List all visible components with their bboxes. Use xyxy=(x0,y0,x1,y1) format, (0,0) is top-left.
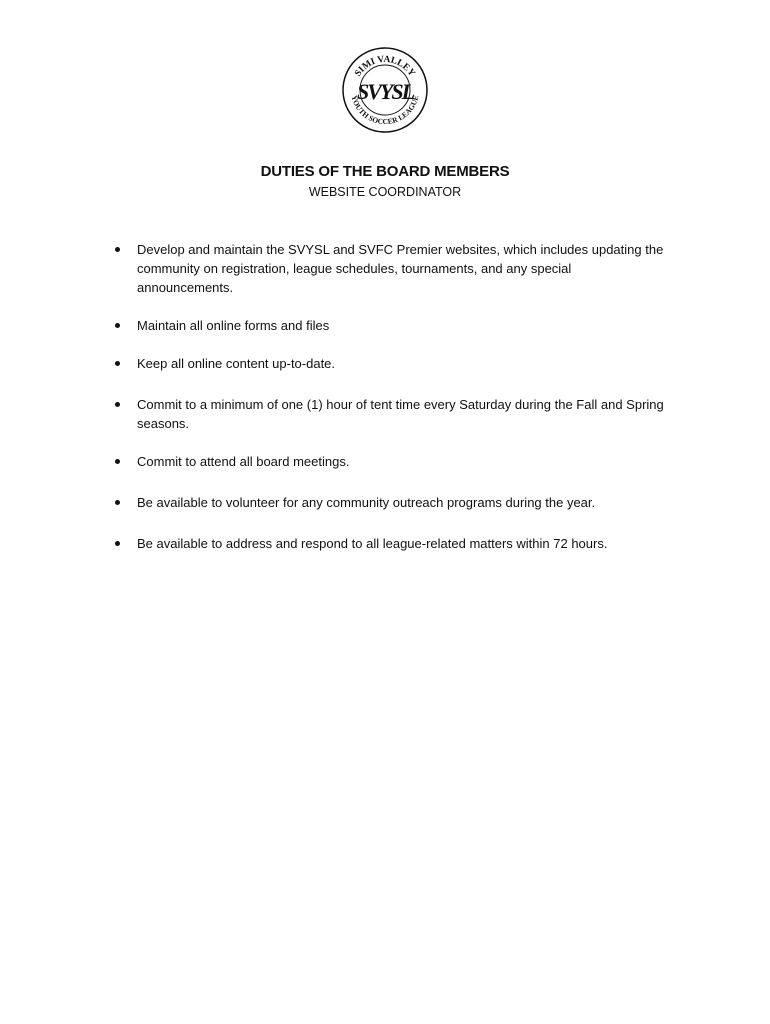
duty-text: Keep all online content up-to-date. xyxy=(137,356,336,371)
duty-text: Develop and maintain the SVYSL and SVFC Premier websites, which includes updating the community on registration, league schedules, tournaments, and any special announcements. xyxy=(137,242,664,295)
duty-text: Maintain all online forms and files xyxy=(137,318,330,333)
page-title: DUTIES OF THE BOARD MEMBERS xyxy=(260,163,510,180)
bullet-icon xyxy=(115,541,120,546)
bullet-icon xyxy=(115,361,120,366)
league-logo-graphic xyxy=(341,46,429,134)
page-subtitle: WEBSITE COORDINATOR xyxy=(308,185,462,199)
bullet-icon xyxy=(115,323,120,328)
duty-item xyxy=(110,354,670,373)
svg-text:SIMI VALLEY xyxy=(353,55,416,79)
bullet-icon xyxy=(115,247,120,252)
duty-text: Be available to address and respond to all league-related matters within 72 hours. xyxy=(137,536,608,551)
bullet-icon xyxy=(115,402,120,407)
duty-item xyxy=(110,493,670,512)
duty-item xyxy=(110,240,670,297)
bullet-icon xyxy=(115,500,120,505)
duty-text: Commit to attend all board meetings. xyxy=(137,454,350,469)
duty-text: Be available to volunteer for any community outreach programs during the year. xyxy=(137,495,596,510)
duty-item xyxy=(110,395,670,433)
duty-item xyxy=(110,452,670,471)
logo-center-text: SVYSL xyxy=(356,79,414,104)
bullet-icon xyxy=(115,459,120,464)
duties-list xyxy=(110,240,670,572)
duty-text: Commit to a minimum of one (1) hour of tent time every Saturday during the Fall and Spring seasons. xyxy=(137,397,664,431)
logo-bottom-text: YOUTH SOCCER LEAGUE xyxy=(349,94,421,127)
logo-top-text: SIMI VALLEY xyxy=(353,54,417,79)
league-logo xyxy=(341,46,429,134)
duty-item xyxy=(110,316,670,335)
duty-item xyxy=(110,534,670,553)
